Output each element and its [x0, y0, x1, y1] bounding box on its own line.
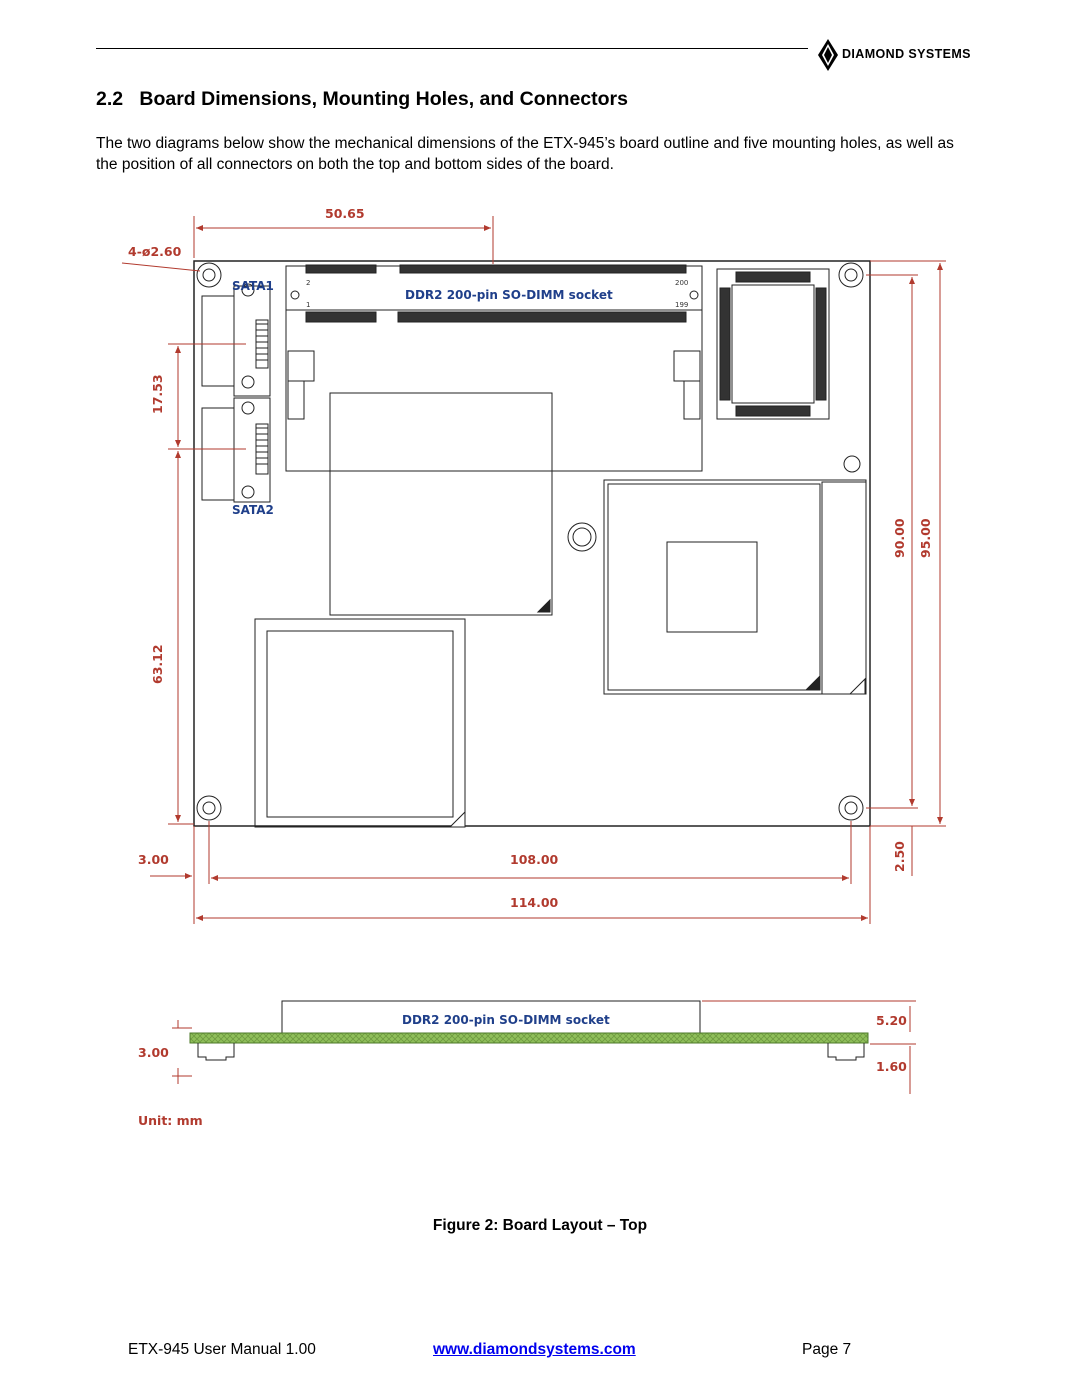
pin-199-label: 199: [675, 301, 689, 309]
header-rule: [96, 48, 808, 49]
dim-bottom-right: 2.50: [892, 841, 907, 872]
hole-spec-leader: [122, 263, 200, 271]
sodimm-label-side: DDR2 200-pin SO-DIMM socket: [402, 1013, 610, 1027]
unit-label: Unit: mm: [138, 1113, 203, 1128]
sodimm-label-top: DDR2 200-pin SO-DIMM socket: [405, 288, 613, 302]
section-title: 2.2 Board Dimensions, Mounting Holes, and Connectors: [96, 88, 628, 110]
footer-page-number: Page 7: [802, 1341, 852, 1358]
figure-caption: Figure 2: Board Layout – Top: [432, 1217, 648, 1234]
intro-paragraph: The two diagrams below show the mechanical dimensions of the ETX-945’s board outline and five mounting holes, as well as the position of all connectors on both the top and bottom sides of the board.: [96, 135, 954, 173]
dim-left-lower: 63.12: [150, 644, 165, 684]
sata2-label: SATA2: [232, 503, 274, 517]
logo-text: DIAMOND SYSTEMS: [842, 47, 971, 61]
pin-200-label: 200: [675, 279, 689, 287]
side-view: [190, 1001, 868, 1060]
diamond-logo-icon: [816, 38, 840, 72]
footer-manual: ETX-945 User Manual 1.00: [128, 1341, 316, 1358]
board-outline: [194, 261, 870, 826]
dim-bottom-overall: 114.00: [510, 895, 559, 910]
dim-bottom-inner: 108.00: [510, 852, 559, 867]
dim-left-upper: 17.53: [150, 374, 165, 414]
dim-side-socket: 5.20: [876, 1013, 907, 1028]
dim-right-outer: 95.00: [918, 518, 933, 558]
footer-website-link[interactable]: www.diamondsystems.com: [433, 1341, 636, 1358]
dim-right-inner: 90.00: [892, 518, 907, 558]
dim-top-offset: 50.65: [325, 206, 365, 221]
company-logo: [816, 38, 996, 72]
pin-2-label: 2: [306, 279, 311, 287]
board-layout-diagram: [110, 196, 960, 1141]
dim-hole-spec: 4-ø2.60: [128, 244, 182, 259]
dim-side-pcb: 1.60: [876, 1059, 907, 1074]
sata1-label: SATA1: [232, 279, 274, 293]
dim-side-left: 3.00: [138, 1045, 169, 1060]
dim-bottom-left: 3.00: [138, 852, 169, 867]
pin-1-label: 1: [306, 301, 311, 309]
